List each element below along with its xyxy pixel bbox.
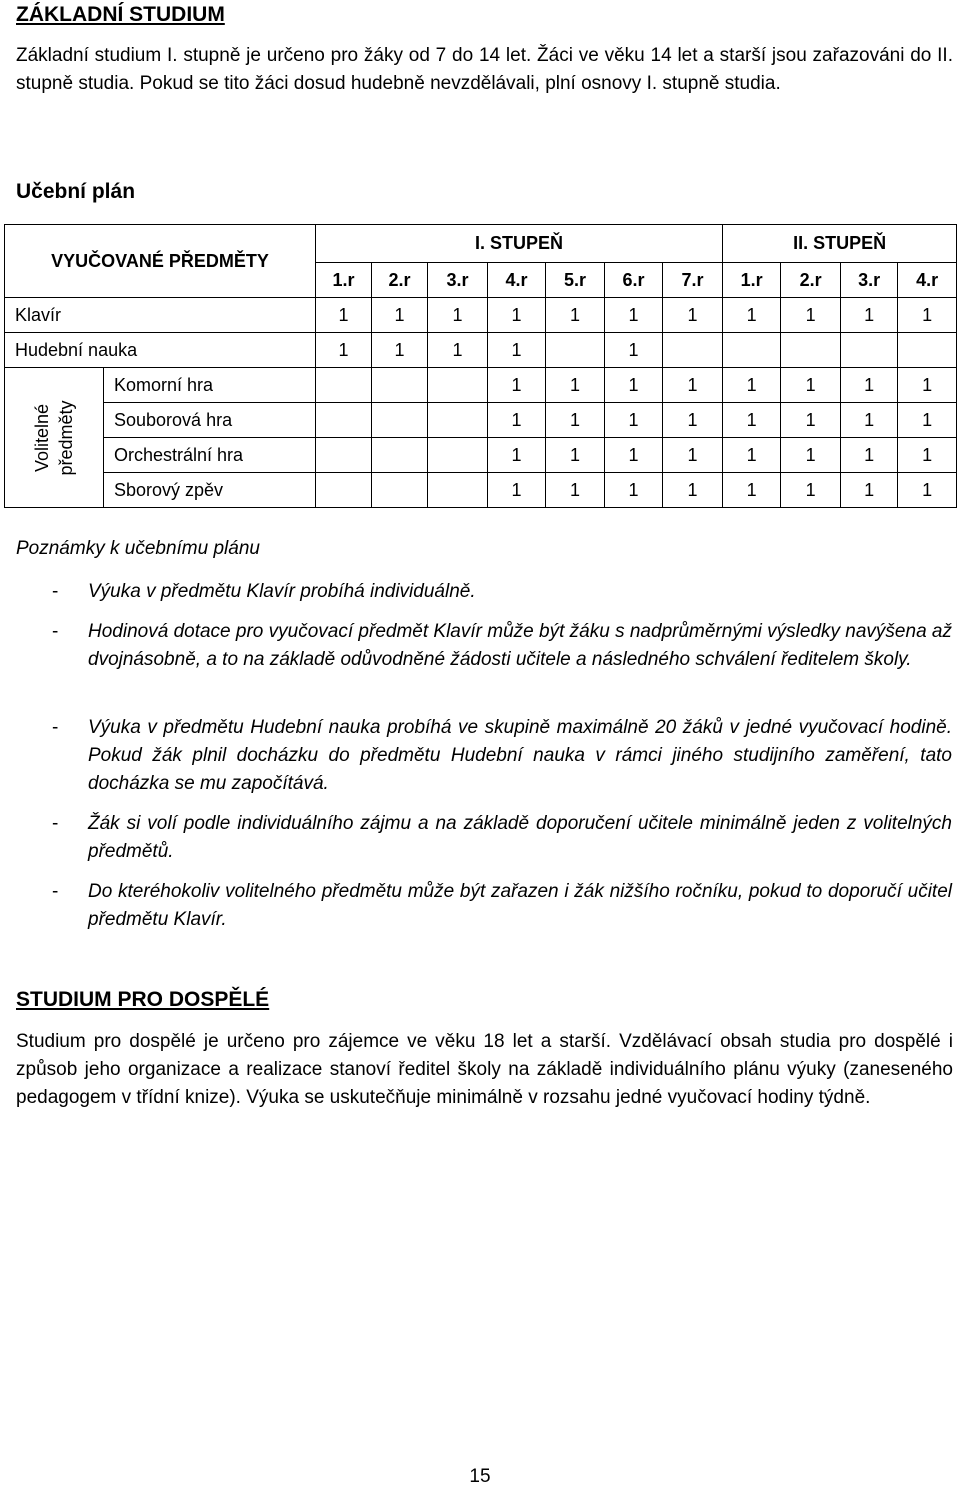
table-cell: 1 [488,333,546,368]
note-text: Výuka v předmětu Klavír probíhá individuálně. [88,581,476,602]
table-cell [546,333,605,368]
note-dash: - [52,881,59,902]
note-item [52,618,952,674]
table-cell: 1 [841,368,898,403]
note-text: Žák si volí podle individuálního zájmu a na základě doporučení učitele minimálně jeden z volitelných předmětů. [88,813,952,862]
table-cell: 1 [316,298,372,333]
table-cell: 1 [605,298,663,333]
table-cell: 1 [605,438,663,473]
plan-title: Učební plán [16,180,136,203]
year-header: 3.r [841,263,898,298]
optional-subject-name: Sborový zpěv [104,473,316,508]
table-cell: 1 [546,403,605,438]
optional-subjects-text: Volitelné předměty [32,399,76,476]
note-dash: - [52,813,59,834]
table-cell: 1 [605,473,663,508]
note-item [52,878,952,934]
table-cell: 1 [488,438,546,473]
table-row [5,333,957,368]
note-item [52,810,952,866]
table-cell [372,438,428,473]
intro-paragraph: Základní studium I. stupně je určeno pro žáky od 7 do 14 let. Žáci ve věku 14 let a starší jsou zařazováni do II. stupně studia. Pokud se tito žáci dosud hudebně nevzdělávali, plní osnovy I. stupně studia. [16,45,953,94]
table-cell: 1 [546,368,605,403]
curriculum-table [4,224,957,508]
table-cell: 1 [605,333,663,368]
table-cell: 1 [723,403,781,438]
note-text: Výuka v předmětu Hudební nauka probíhá ve skupině maximálně 20 žáků v jedné vyučovací hodině. Pokud žák plnil docházku do předmětu Hudební nauka v rámci jiného studijního zaměření, tato docházka se mu započítává. [88,717,952,794]
table-cell: 1 [781,403,841,438]
table-cell: 1 [898,473,957,508]
table-cell [781,333,841,368]
table-cell: 1 [488,368,546,403]
table-cell: 1 [663,403,723,438]
note-item [52,578,952,606]
table-cell: 1 [663,438,723,473]
optional-subject-name: Orchestrální hra [104,438,316,473]
table-cell: 1 [546,298,605,333]
table-cell: 1 [488,473,546,508]
year-header: 1.r [316,263,372,298]
table-cell [841,333,898,368]
year-header: 6.r [605,263,663,298]
table-row [5,298,957,333]
section-heading-basic-study: ZÁKLADNÍ STUDIUM [16,3,225,26]
note-text: Hodinová dotace pro vyučovací předmět Klavír může být žáku s nadprůměrnými výsledky navýšena až dvojnásobně, a to na základě odůvodněné žádosti učitele a následného schválení ředitelem školy. [88,621,952,670]
table-cell: 1 [372,333,428,368]
table-cell: 1 [898,298,957,333]
table-cell [316,368,372,403]
note-item [52,714,952,798]
table-cell: 1 [372,298,428,333]
note-dash: - [52,621,59,642]
section-heading-adult-study: STUDIUM PRO DOSPĚLÉ [16,988,270,1011]
subject-name: Hudební nauka [5,333,316,368]
optional-subject-name: Souborová hra [104,403,316,438]
table-cell [316,438,372,473]
table-cell: 1 [605,403,663,438]
year-header: 5.r [546,263,605,298]
table-cell: 1 [488,403,546,438]
table-cell [428,438,488,473]
stage-2-header: II. STUPEŇ [723,225,957,263]
table-cell [372,473,428,508]
year-header: 2.r [372,263,428,298]
table-cell: 1 [605,368,663,403]
table-row [5,368,957,403]
table-cell: 1 [663,298,723,333]
table-cell [372,403,428,438]
page-number: 15 [469,1466,491,1487]
year-header: 2.r [781,263,841,298]
table-cell: 1 [898,438,957,473]
table-cell: 1 [723,438,781,473]
table-cell [428,403,488,438]
table-cell: 1 [488,298,546,333]
table-cell: 1 [546,438,605,473]
table-cell: 1 [723,368,781,403]
table-cell: 1 [428,333,488,368]
table-cell [316,403,372,438]
table-cell [428,368,488,403]
table-cell: 1 [723,298,781,333]
table-cell [723,333,781,368]
table-cell: 1 [841,298,898,333]
table-cell: 1 [723,473,781,508]
year-header: 4.r [898,263,957,298]
year-header: 1.r [723,263,781,298]
note-dash: - [52,717,59,738]
note-dash: - [52,581,59,602]
optional-subjects-label [5,368,104,508]
year-header: 7.r [663,263,723,298]
year-header: 3.r [428,263,488,298]
adult-study-paragraph: Studium pro dospělé je určeno pro zájemce ve věku 18 let a starší. Vzdělávací obsah studia pro dospělé i způsob jeho organizace a realizace stanoví ředitel školy na základě individuálního plánu výuky (zaneseného pedagogem v třídní knize). Výuka se uskutečňuje minimálně v rozsahu jedné vyučovací hodiny týdně. [16,1031,953,1108]
table-cell: 1 [841,403,898,438]
table-cell [372,368,428,403]
table-row [5,473,957,508]
table-cell [663,333,723,368]
table-cell: 1 [663,473,723,508]
table-cell: 1 [841,473,898,508]
subject-name: Klavír [5,298,316,333]
table-cell: 1 [781,438,841,473]
table-cell [428,473,488,508]
table-cell: 1 [428,298,488,333]
table-row [5,403,957,438]
table-cell: 1 [841,438,898,473]
stage-1-header: I. STUPEŇ [316,225,723,263]
table-row [5,438,957,473]
table-cell: 1 [316,333,372,368]
optional-subject-name: Komorní hra [104,368,316,403]
table-cell: 1 [663,368,723,403]
table-cell [898,333,957,368]
note-text: Do kteréhokoliv volitelného předmětu může být zařazen i žák nižšího ročníku, pokud to doporučí učitel předmětu Klavír. [88,881,952,930]
table-cell: 1 [781,368,841,403]
table-cell [316,473,372,508]
table-cell: 1 [781,298,841,333]
table-cell: 1 [898,368,957,403]
table-cell: 1 [781,473,841,508]
table-cell: 1 [546,473,605,508]
table-header-row-stages [5,225,957,263]
notes-title: Poznámky k učebnímu plánu [16,538,260,559]
year-header: 4.r [488,263,546,298]
table-cell: 1 [898,403,957,438]
subjects-header: VYUČOVANÉ PŘEDMĚTY [5,225,316,298]
